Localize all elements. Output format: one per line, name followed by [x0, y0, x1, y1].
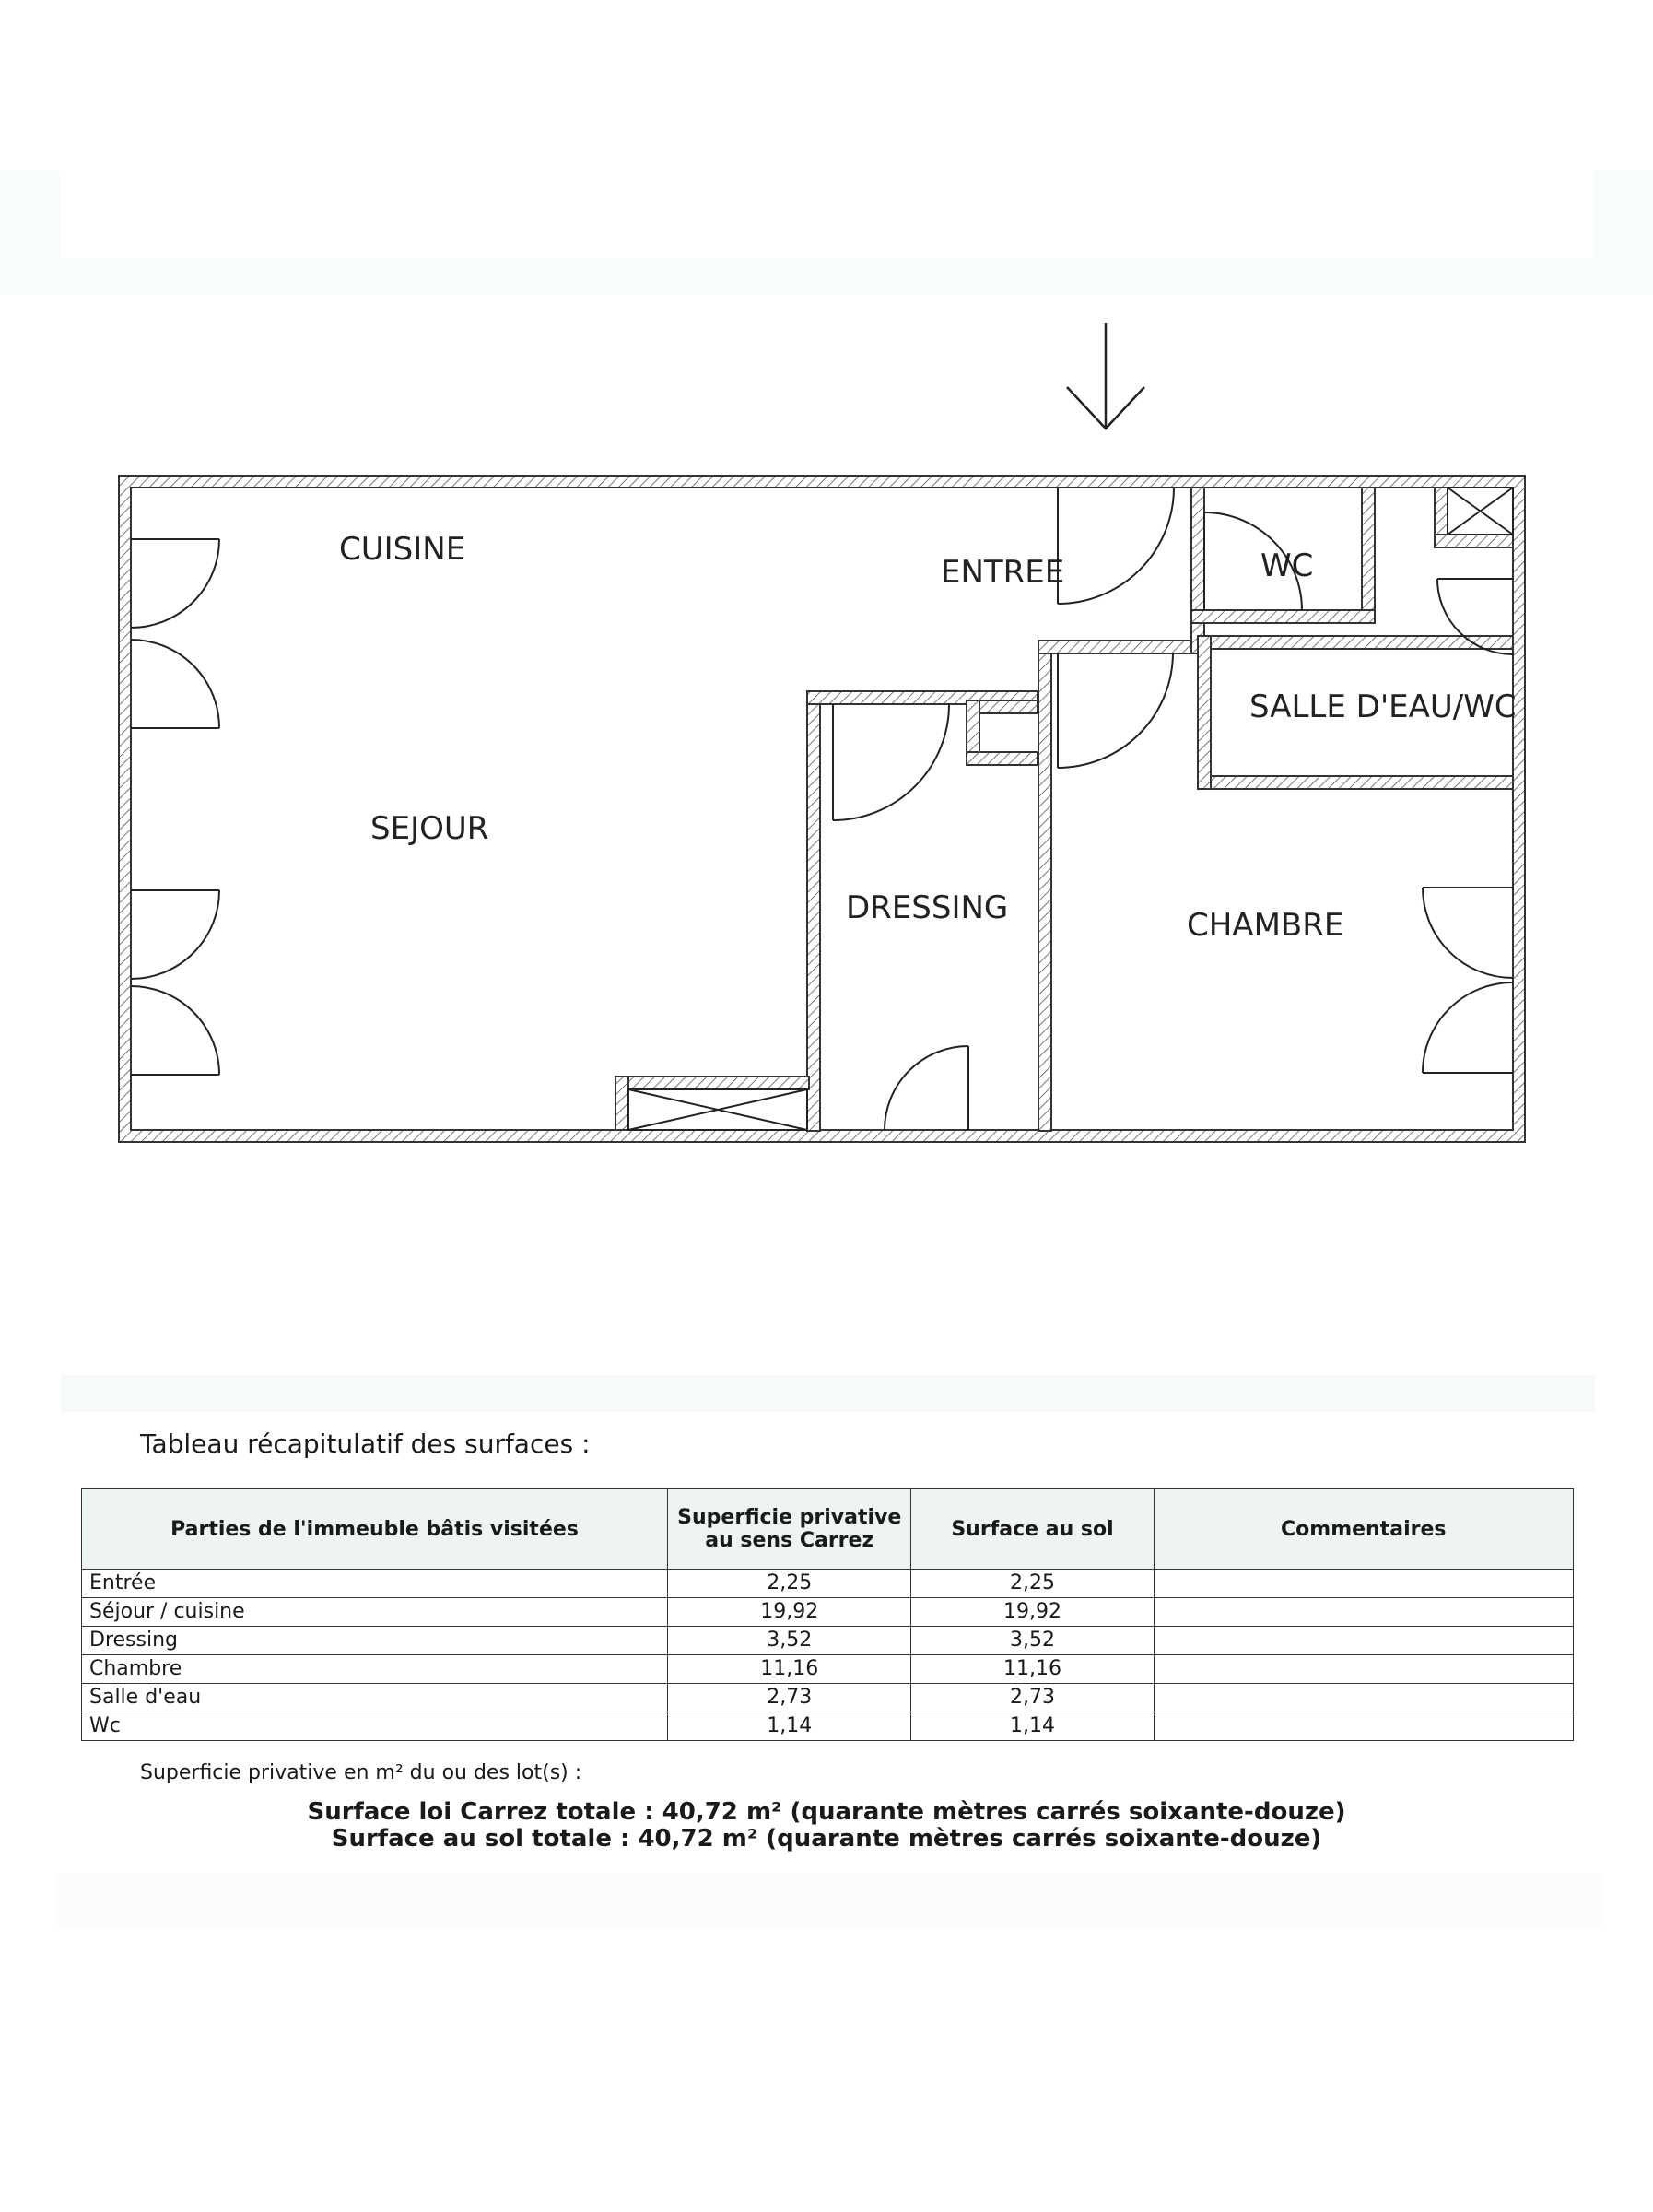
cell-carrez: 1,14 [668, 1712, 911, 1741]
surface-note: Superficie privative en m² du ou des lot(s) : [140, 1761, 582, 1784]
entrance-arrow-icon [1067, 323, 1144, 429]
room-label-wc: WC [1260, 547, 1314, 584]
table-row [82, 1570, 1574, 1598]
cell-comment [1154, 1684, 1574, 1712]
room-label-entree: ENTREE [941, 554, 1065, 591]
cell-carrez: 2,73 [668, 1684, 911, 1712]
cell-part: Chambre [82, 1655, 668, 1684]
table-band [61, 1375, 1595, 1412]
wall-duct-bottom [1435, 535, 1513, 547]
cell-comment [1154, 1627, 1574, 1655]
table-row [82, 1598, 1574, 1627]
header-comments: Commentaires [1154, 1489, 1574, 1570]
wall-duct-top [1435, 488, 1448, 539]
header-parts: Parties de l'immeuble bâtis visitées [82, 1489, 668, 1570]
cell-carrez: 2,25 [668, 1570, 911, 1598]
totals-block [0, 1799, 1653, 1853]
total-sol: Surface au sol totale : 40,72 m² (quarante mètres carrés soixante-douze) [331, 1825, 1322, 1853]
header-carrez: Superficie privative au sens Carrez [668, 1489, 911, 1570]
cell-part: Séjour / cuisine [82, 1598, 668, 1627]
wall-wc-bottom [1191, 610, 1375, 623]
room-label-cuisine: CUISINE [339, 531, 466, 568]
cell-carrez: 19,92 [668, 1598, 911, 1627]
cell-sol: 2,73 [911, 1684, 1154, 1712]
cell-comment [1154, 1598, 1574, 1627]
wall-salle-eau-left [1198, 636, 1211, 789]
wall-salle-eau-bottom [1198, 776, 1513, 789]
cell-sol: 3,52 [911, 1627, 1154, 1655]
cell-comment [1154, 1712, 1574, 1741]
wall-closet-box-bottom [967, 752, 1038, 765]
cell-carrez: 3,52 [668, 1627, 911, 1655]
cell-part: Dressing [82, 1627, 668, 1655]
wall-wc-right [1362, 488, 1375, 623]
cell-sol: 11,16 [911, 1655, 1154, 1684]
ducts [628, 488, 1513, 1130]
bottom-band [55, 1873, 1603, 1928]
room-label-salle-eau-wc: SALLE D'EAU/WC [1249, 688, 1517, 725]
cell-comment [1154, 1655, 1574, 1684]
wall-entree-wc [1191, 488, 1204, 653]
exterior-wall-outer [119, 476, 1525, 1142]
cell-sol: 19,92 [911, 1598, 1154, 1627]
wall-dressing-chambre [1038, 641, 1051, 1131]
wall-dressing-duct-left [615, 1077, 628, 1130]
cell-sol: 1,14 [911, 1712, 1154, 1741]
walls [119, 476, 1525, 1142]
cell-carrez: 11,16 [668, 1655, 911, 1684]
wall-entree-chambre [1038, 641, 1204, 653]
cell-sol: 2,25 [911, 1570, 1154, 1598]
table-row [82, 1627, 1574, 1655]
table-row [82, 1712, 1574, 1741]
header-sol: Surface au sol [911, 1489, 1154, 1570]
cell-part: Wc [82, 1712, 668, 1741]
summary-title: Tableau récapitulatif des surfaces : [140, 1429, 591, 1459]
wall-sejour-dressing [807, 691, 820, 1131]
room-label-chambre: CHAMBRE [1187, 907, 1344, 944]
cell-part: Entrée [82, 1570, 668, 1598]
table-header-row [82, 1489, 1574, 1570]
wall-dressing-bottom-duct [615, 1077, 809, 1089]
table-row [82, 1684, 1574, 1712]
cell-comment [1154, 1570, 1574, 1598]
room-label-dressing: DRESSING [846, 889, 1009, 926]
cell-part: Salle d'eau [82, 1684, 668, 1712]
room-label-sejour: SEJOUR [370, 810, 489, 847]
total-carrez: Surface loi Carrez totale : 40,72 m² (quarante mètres carrés soixante-douze) [307, 1798, 1346, 1826]
surfaces-table [81, 1488, 1574, 1741]
table-row [82, 1655, 1574, 1684]
